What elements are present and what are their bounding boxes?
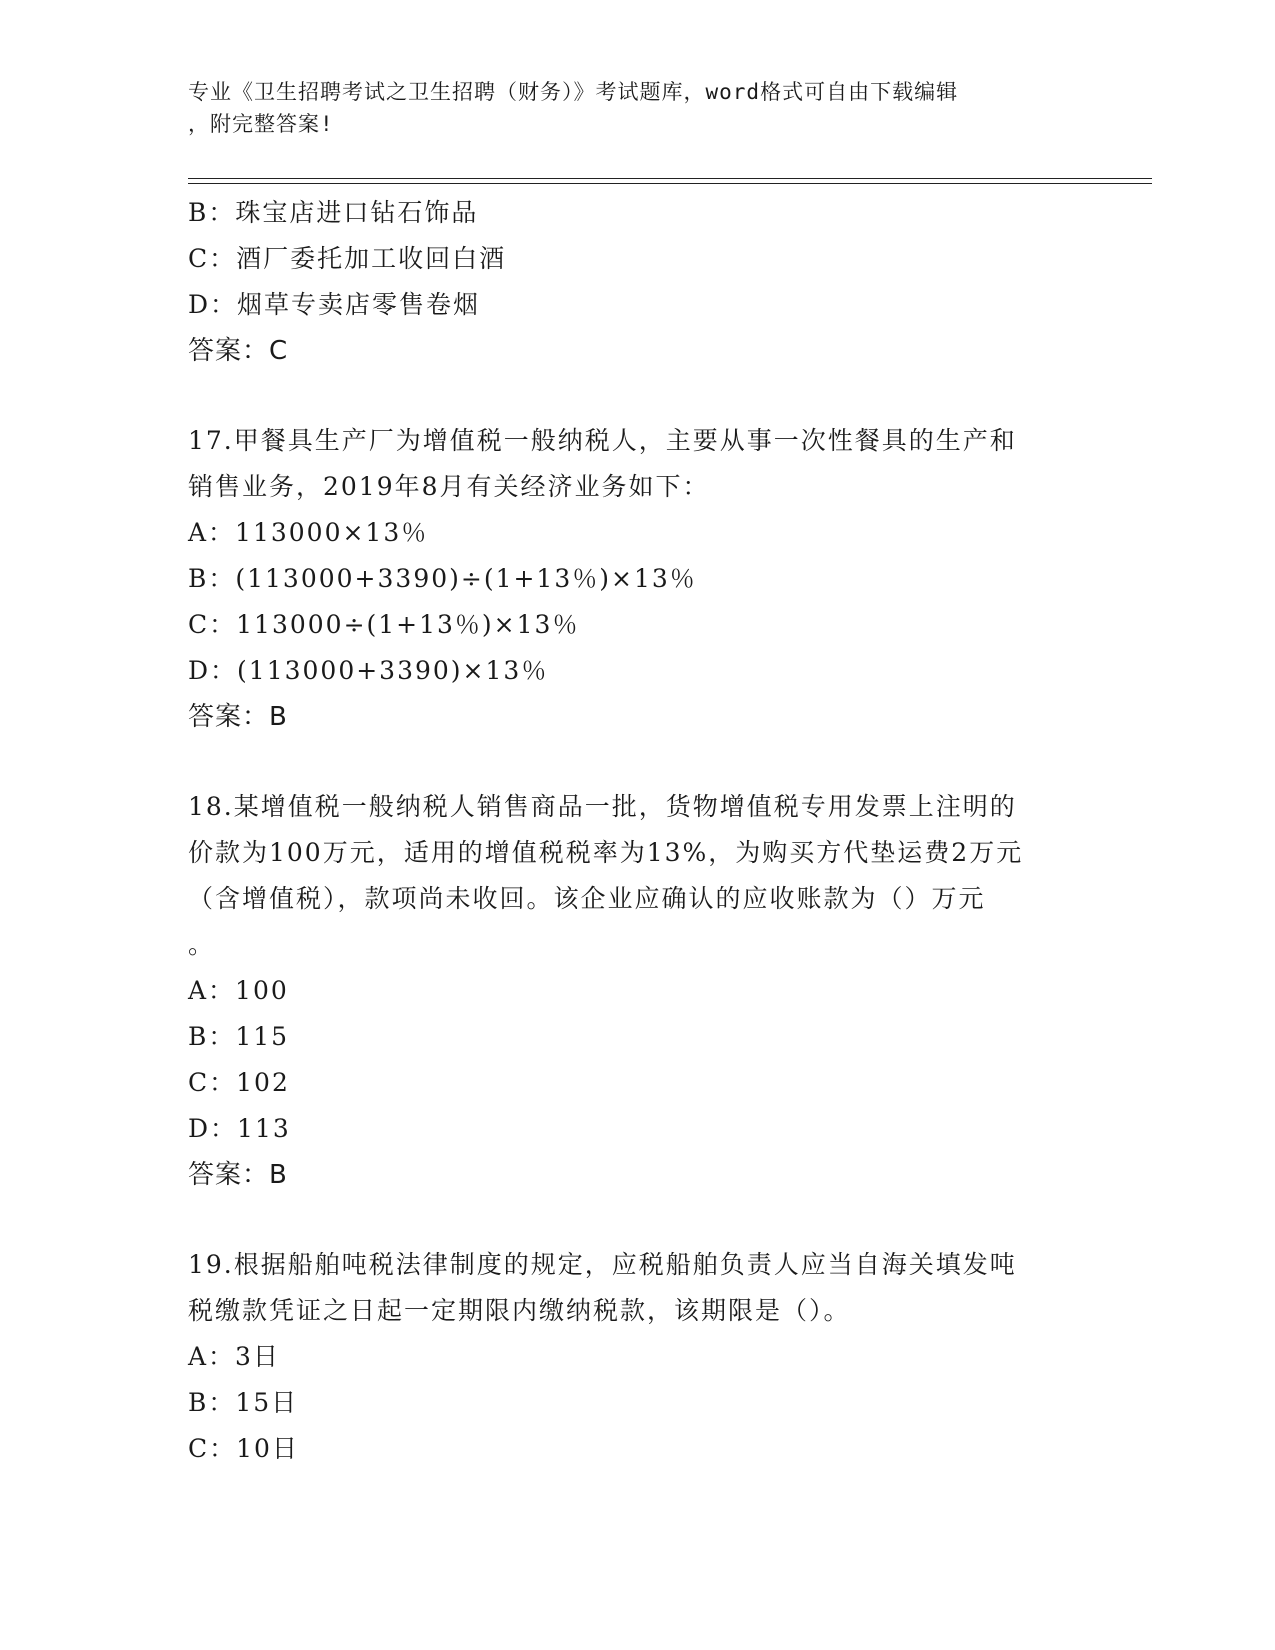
question-line: B：15日 bbox=[188, 1388, 299, 1417]
question-line: A：3日 bbox=[188, 1342, 280, 1371]
question-block bbox=[188, 190, 1108, 374]
question-line: 销售业务，2019年8月有关经济业务如下： bbox=[188, 472, 710, 501]
question-line: C：10日 bbox=[188, 1434, 299, 1463]
header-line-1: 专业《卫生招聘考试之卫生招聘（财务）》考试题库，word格式可自由下载编辑 bbox=[188, 80, 959, 104]
answer-line: 答案：B bbox=[188, 702, 288, 732]
question-line: A：100 bbox=[188, 976, 289, 1005]
question-line: D：烟草专卖店零售卷烟 bbox=[188, 290, 481, 319]
question-line: B：(113000+3390)÷(1+13％)×13％ bbox=[188, 564, 697, 593]
block-spacer bbox=[188, 1198, 1108, 1242]
question-line: C：102 bbox=[188, 1068, 290, 1097]
question-line: A：113000×13％ bbox=[188, 518, 429, 547]
question-line: 19.根据船舶吨税法律制度的规定，应税船舶负责人应当自海关填发吨 bbox=[188, 1250, 1017, 1279]
header-line-2: ，附完整答案! bbox=[188, 112, 334, 136]
question-line: C：酒厂委托加工收回白酒 bbox=[188, 244, 507, 273]
question-block bbox=[188, 1242, 1108, 1472]
question-line: B：115 bbox=[188, 1022, 290, 1051]
header-divider-bottom bbox=[188, 183, 1152, 184]
question-line: 税缴款凭证之日起一定期限内缴纳税款，该期限是（）。 bbox=[188, 1296, 851, 1325]
answer-line: 答案：B bbox=[188, 1160, 288, 1190]
block-spacer bbox=[188, 374, 1108, 418]
document-header bbox=[188, 76, 1088, 140]
header-divider-top bbox=[188, 178, 1152, 179]
question-block bbox=[188, 784, 1108, 1198]
question-line: 17.甲餐具生产厂为增值税一般纳税人，主要从事一次性餐具的生产和 bbox=[188, 426, 1017, 455]
question-block bbox=[188, 418, 1108, 740]
question-line: D：113 bbox=[188, 1114, 291, 1143]
question-line: 18.某增值税一般纳税人销售商品一批，货物增值税专用发票上注明的 bbox=[188, 792, 1017, 821]
answer-line: 答案：C bbox=[188, 336, 289, 366]
question-line: D：(113000+3390)×13％ bbox=[188, 656, 549, 685]
question-line: B：珠宝店进口钻石饰品 bbox=[188, 198, 479, 227]
block-spacer bbox=[188, 740, 1108, 784]
question-line: C：113000÷(1+13％)×13％ bbox=[188, 610, 580, 639]
question-list bbox=[188, 190, 1108, 1472]
question-line: 价款为100万元，适用的增值税税率为13%，为购买方代垫运费2万元 bbox=[188, 838, 1024, 867]
question-line: 。 bbox=[188, 930, 216, 959]
question-line: （含增值税），款项尚未收回。该企业应确认的应收账款为（）万元 bbox=[188, 884, 986, 913]
